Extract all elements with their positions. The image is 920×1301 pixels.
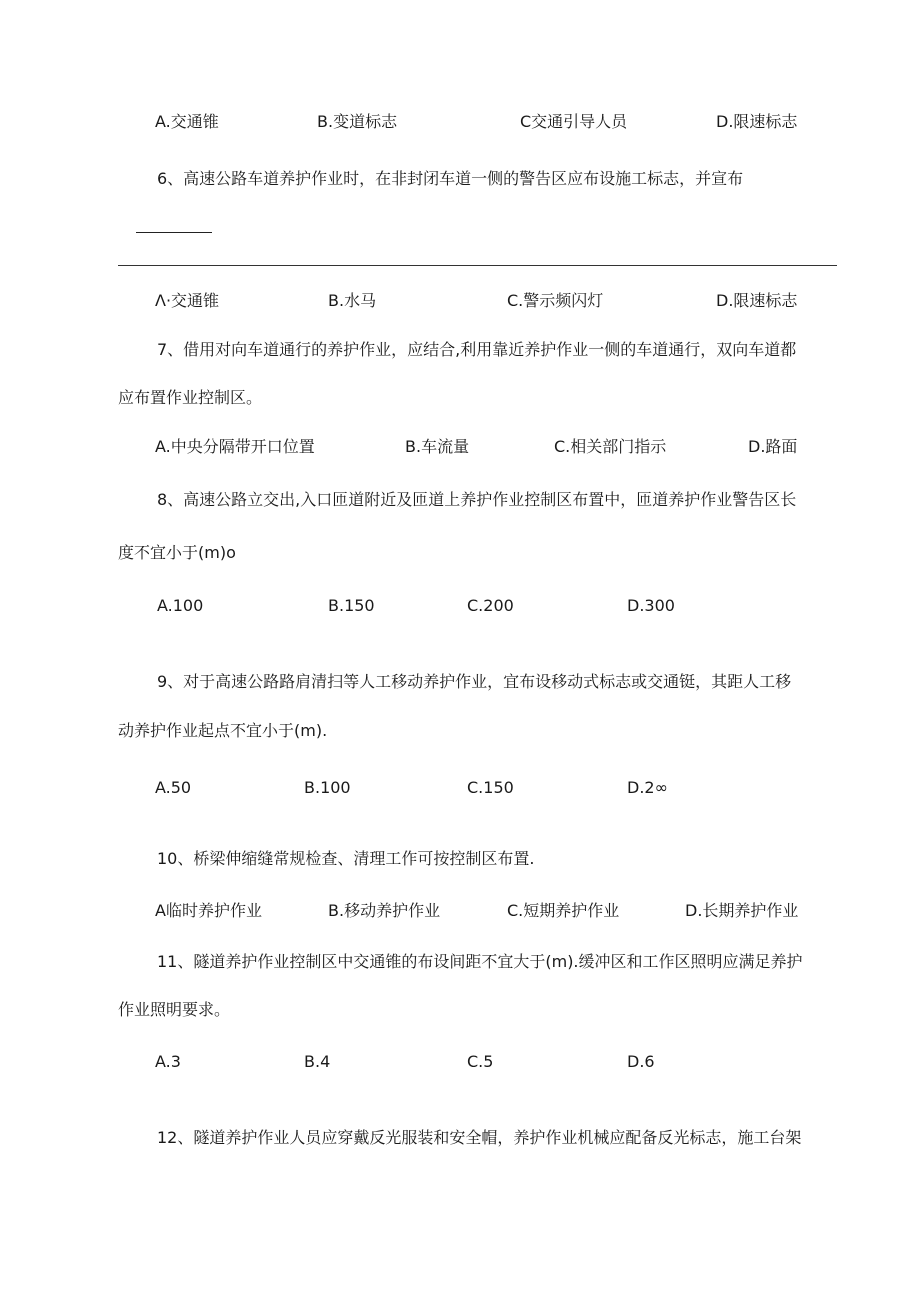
q5-option-d: D.限速标志 (716, 112, 798, 131)
q11-option-c: C.5 (467, 1052, 494, 1071)
q12-stem-line1: 12、隧道养护作业人员应穿戴反光服装和安全帽，养护作业机械应配备反光标志，施工台架 (157, 1128, 802, 1147)
q11-option-d: D.6 (627, 1052, 655, 1071)
q10-option-b: B.移动养护作业 (328, 901, 441, 920)
q11-stem-line1: 11、隧道养护作业控制区中交通锥的布设间距不宜大于(m).缓冲区和工作区照明应满足养护 (157, 952, 803, 971)
q8-option-a: A.100 (157, 596, 204, 615)
q5-option-c: C交通引导人员 (520, 112, 628, 131)
q8-stem-line2: 度不宜小于(m)o (118, 543, 236, 562)
q8-option-c: C.200 (467, 596, 514, 615)
q6-stem: 6、高速公路车道养护作业时，在非封闭车道一侧的警告区应布设施工标志，并宣布 (157, 169, 744, 188)
q7-option-b: B.车流量 (405, 437, 470, 456)
q8-option-d: D.300 (627, 596, 675, 615)
q7-stem-line1: 7、借用对向车道通行的养护作业，应结合,利用靠近养护作业一侧的车道通行，双向车道都 (157, 340, 797, 359)
q7-option-d: D.路面 (748, 437, 798, 456)
q11-option-a: A.3 (155, 1052, 181, 1071)
q8-stem-line1: 8、高速公路立交出,入口匝道附近及匝道上养护作业控制区布置中，匝道养护作业警告区长 (157, 490, 797, 509)
q6-answer-blank (136, 232, 212, 233)
q10-option-a: A临时养护作业 (155, 901, 262, 920)
q5-option-a: A.交通锥 (155, 112, 219, 131)
q9-stem-line1: 9、对于高速公路路肩清扫等人工移动养护作业，宜布设移动式标志或交通铤，其距人工移 (157, 672, 792, 691)
q10-option-d: D.长期养护作业 (685, 901, 799, 920)
q7-option-a: A.中央分隔带开口位置 (155, 437, 315, 456)
q9-option-b: B.100 (304, 778, 351, 797)
q9-option-d: D.2∞ (627, 778, 668, 797)
q9-option-a: A.50 (155, 778, 192, 797)
q6-option-a: Λ·交通锥 (155, 291, 220, 310)
q7-option-c: C.相关部门指示 (554, 437, 667, 456)
q11-stem-line2: 作业照明要求。 (118, 1000, 231, 1019)
q11-option-b: B.4 (304, 1052, 331, 1071)
horizontal-rule (118, 265, 837, 266)
q5-option-b: B.变道标志 (317, 112, 398, 131)
q8-option-b: B.150 (328, 596, 375, 615)
q9-stem-line2: 动养护作业起点不宜小于(m). (118, 721, 328, 740)
q10-option-c: C.短期养护作业 (507, 901, 620, 920)
q7-stem-line2: 应布置作业控制区。 (118, 388, 263, 407)
q6-option-b: B.水马 (328, 291, 377, 310)
q6-option-c: C.警示频闪灯 (507, 291, 604, 310)
q6-option-d: D.限速标志 (716, 291, 798, 310)
q9-option-c: C.150 (467, 778, 514, 797)
q10-stem: 10、桥梁伸缩缝常规检查、清理工作可按控制区布置. (157, 849, 535, 868)
